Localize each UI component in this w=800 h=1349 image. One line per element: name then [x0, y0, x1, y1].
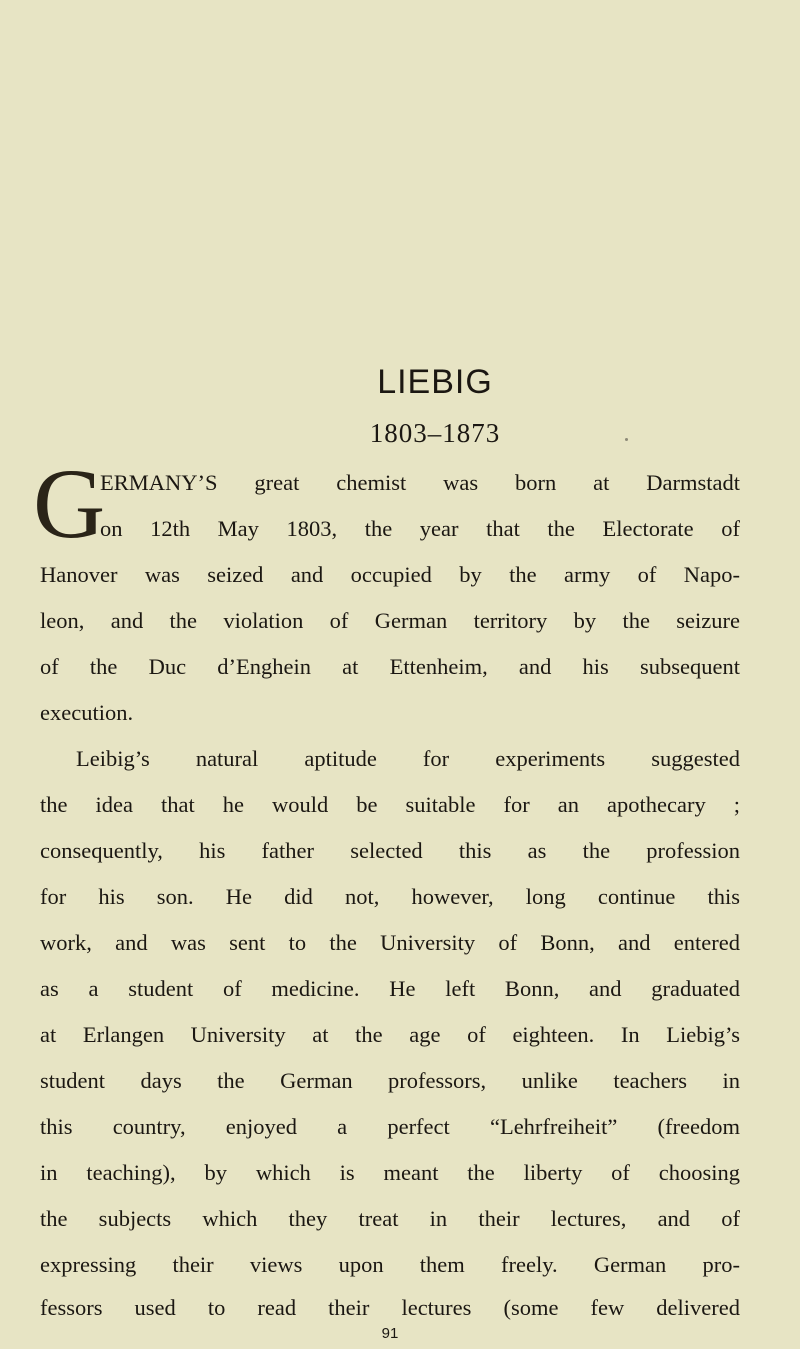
text-line-15: this country, enjoyed a perfect “Lehrfreiheit” (freedom [40, 1114, 740, 1139]
text-line-8: the idea that he would be suitable for an apothecary ; [40, 792, 740, 817]
text-line-7: Leibig’s natural aptitude for experiments suggested [76, 746, 740, 771]
text-line-6: execution. [40, 700, 134, 725]
text-line-13: at Erlangen University at the age of eighteen. In Liebig’s [40, 1022, 740, 1047]
text-line-11: work, and was sent to the University of Bonn, and entered [40, 930, 740, 955]
text-line-17: the subjects which they treat in their lectures, and of [40, 1206, 740, 1231]
chapter-title: LIEBIG [377, 363, 493, 401]
text-line-9: consequently, his father selected this as the profession [40, 838, 740, 863]
page-number: 91 [381, 1325, 399, 1342]
drop-cap: G [33, 448, 106, 559]
text-line-12: as a student of medicine. He left Bonn, and graduated [40, 976, 740, 1001]
chapter-dates: 1803–1873 [369, 418, 501, 448]
text-line-10: for his son. He did not, however, long continue this [40, 884, 740, 909]
text-line-1: ERMANY’S great chemist was born at Darmstadt [100, 470, 740, 495]
text-line-4: leon, and the violation of German territory by the seizure [40, 608, 740, 633]
text-line-14: student days the German professors, unlike teachers in [40, 1068, 740, 1093]
text-line-18: expressing their views upon them freely. German pro- [40, 1252, 740, 1277]
speck-mark [625, 438, 628, 441]
text-line-19: fessors used to read their lectures (some few delivered [40, 1295, 740, 1320]
text-line-3: Hanover was seized and occupied by the army of Napo- [40, 562, 740, 587]
text-line-2: on 12th May 1803, the year that the Electorate of [100, 516, 740, 541]
text-line-5: of the Duc d’Enghein at Ettenheim, and his subsequent [40, 654, 740, 679]
text-line-16: in teaching), by which is meant the liberty of choosing [40, 1160, 740, 1185]
